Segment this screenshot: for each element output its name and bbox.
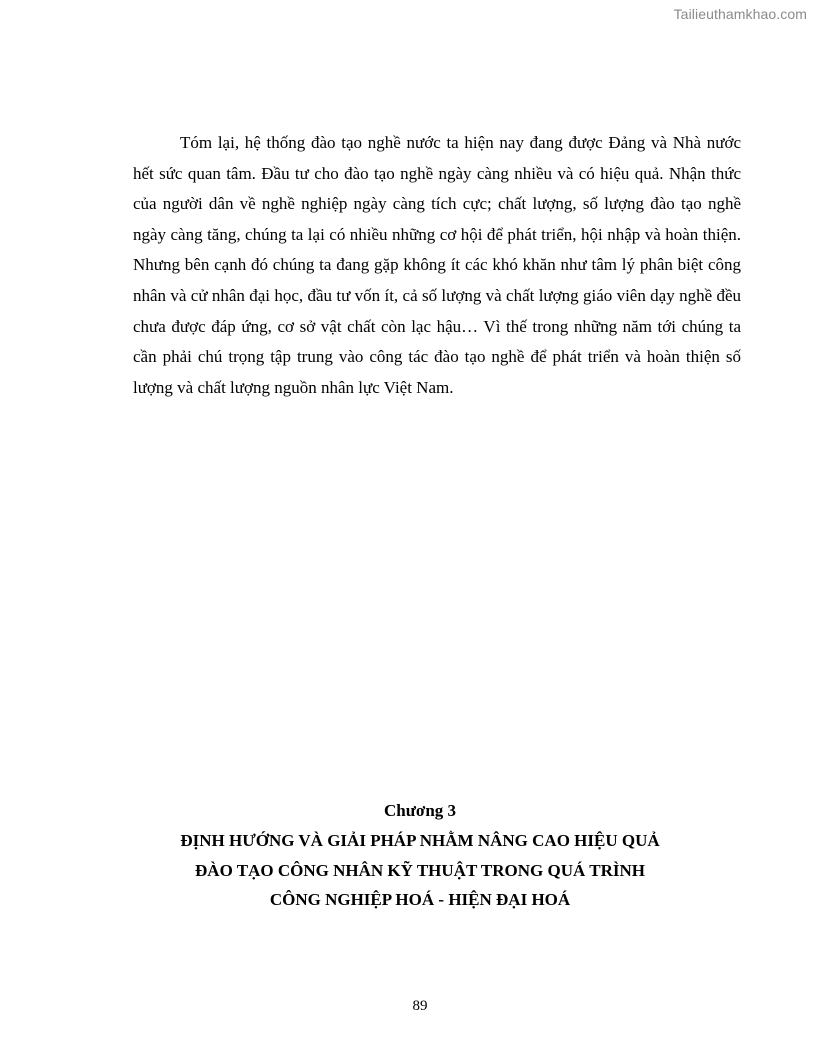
chapter-title-line-1: ĐỊNH HƯỚNG VÀ GIẢI PHÁP NHẰM NÂNG CAO HIỆU QUẢ bbox=[180, 831, 660, 850]
chapter-heading bbox=[100, 796, 740, 915]
chapter-title-line-3: CÔNG NGHIỆP HOÁ - HIỆN ĐẠI HOÁ bbox=[269, 890, 571, 909]
watermark: Tailieuthamkhao.com bbox=[673, 6, 807, 22]
body-paragraph: Tóm lại, hệ thống đào tạo nghề nước ta hiện nay đang được Đảng và Nhà nước hết sức quan tâm. Đầu tư cho đào tạo nghề ngày càng nhiều và có hiệu quả. Nhận thức của người dân về nghề nghiệp ngày càng tích cực; chất lượng, số lượng đào tạo nghề ngày càng tăng, chúng ta lại có nhiều những cơ hội để phát triển, hội nhập và hoàn thiện. Nhưng bên cạnh đó chúng ta đang gặp không ít các khó khăn như tâm lý phân biệt công nhân và cử nhân đại học, đầu tư vốn ít, cả số lượng và chất lượng giáo viên dạy nghề đều chưa được đáp ứng, cơ sở vật chất còn lạc hậu… Vì thế trong những năm tới chúng ta cần phải chú trọng tập trung vào công tác đào tạo nghề để phát triển và hoàn thiện số lượng và chất lượng nguồn nhân lực Việt Nam. bbox=[133, 133, 741, 397]
chapter-title-line-2: ĐÀO TẠO CÔNG NHÂN KỸ THUẬT TRONG QUÁ TRÌNH bbox=[195, 860, 645, 880]
page-number: 89 bbox=[412, 998, 428, 1014]
chapter-label: Chương 3 bbox=[383, 801, 457, 820]
